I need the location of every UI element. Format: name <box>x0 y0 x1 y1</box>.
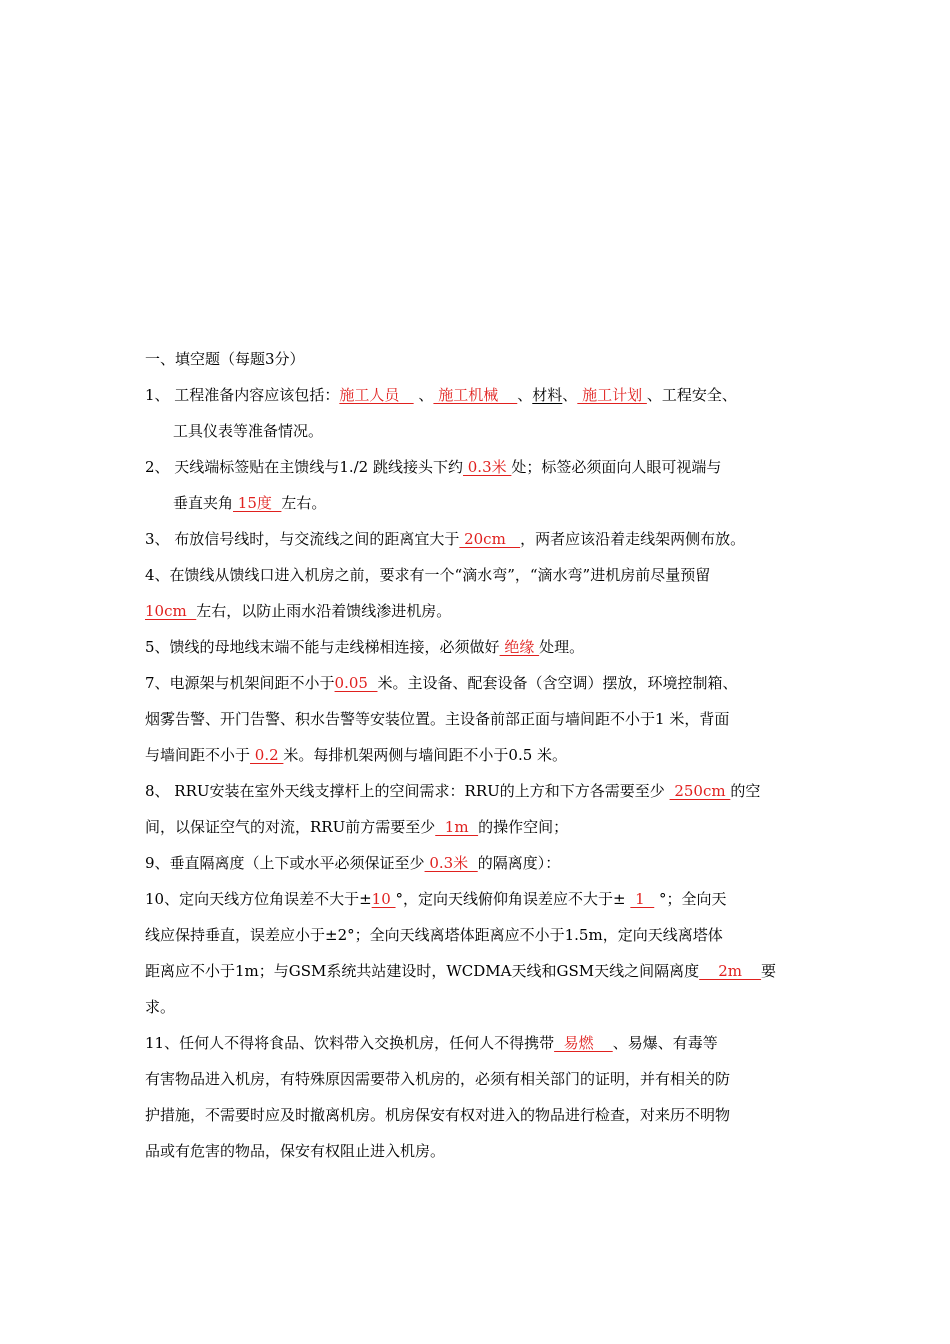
question-3: 3、 布放信号线时，与交流线之间的距离宜大于 20cm ，两者应该沿着走线架两侧布放。 <box>145 530 746 548</box>
answer-blank: 施工人员 <box>339 386 414 404</box>
question-10-line-1: 10、定向天线方位角误差不大于±10 °，定向天线俯仰角误差应不大于± 1 °；全向天 <box>145 890 727 908</box>
question-11-line-1: 11、任何人不得将食品、饮料带入交换机房，任何人不得携带 易燃 、易爆、有毒等 <box>145 1034 718 1052</box>
answer-blank: 1 <box>630 890 655 908</box>
question-1-line-1: 1、 工程准备内容应该包括：施工人员 、 施工机械 、材料、 施工计划 、工程安全、 <box>145 386 737 404</box>
question-9: 9、垂直隔离度（上下或水平必须保证至少 0.3米 的隔离度）： <box>145 854 561 872</box>
answer-blank: 10cm <box>145 602 197 620</box>
answer-blank: 0.3米 <box>424 854 478 872</box>
answer-blank: 20cm <box>459 530 521 548</box>
answer-blank: 易燃 <box>554 1034 613 1052</box>
question-11-line-2: 有害物品进入机房，有特殊原因需要带入机房的，必须有相关部门的证明，并有相关的防 <box>145 1070 731 1088</box>
question-5: 5、馈线的母地线末端不能与走线梯相连接，必须做好 绝缘 处理。 <box>145 638 585 656</box>
answer-blank: 绝缘 <box>499 638 540 656</box>
answer-blank: 1m <box>435 818 479 836</box>
answer-blank: 250cm <box>669 782 731 800</box>
answer-blank: 2m <box>699 962 762 980</box>
answer-blank: 施工机械 <box>433 386 518 404</box>
question-1-line-2: 工具仪表等准备情况。 <box>173 422 324 440</box>
answer-blank: 施工计划 <box>577 386 647 404</box>
question-10-line-3: 距离应不小于1m；与GSM系统共站建设时，WCDMA天线和GSM天线之间隔离度 2m 要 <box>145 962 777 980</box>
question-4-line-2: 10cm 左右，以防止雨水沿着馈线渗进机房。 <box>145 602 452 620</box>
answer-blank: 15度 <box>233 494 282 512</box>
question-7-line-1: 7、电源架与机架间距不小于0.05 米。主设备、配套设备（含空调）摆放，环境控制箱、 <box>145 674 738 692</box>
question-4-line-1: 4、在馈线从馈线口进入机房之前，要求有一个“滴水弯”，“滴水弯”进机房前尽量预留 <box>145 566 711 584</box>
question-2-line-1: 2、 天线端标签贴在主馈线与1./2 跳线接头下约 0.3米 处；标签必须面向人眼可视端与 <box>145 458 722 476</box>
question-8-line-2: 间，以保证空气的对流，RRU前方需要至少 1m 的操作空间； <box>145 818 569 836</box>
question-2-line-2: 垂直夹角 15度 左右。 <box>173 494 327 512</box>
fill-in-blank-section <box>145 347 810 1175</box>
answer-blank: 10 <box>371 890 396 908</box>
question-7-line-2: 烟雾告警、开门告警、积水告警等安装位置。主设备前部正面与墙间距不小于1 米，背面 <box>145 710 730 728</box>
question-10-line-2: 线应保持垂直，误差应小于±2°；全向天线离塔体距离应不小于1.5m，定向天线离塔体 <box>145 926 723 944</box>
question-8-line-1: 8、 RRU安装在室外天线支撑杆上的空间需求：RRU的上方和下方各需要至少 250cm 的空 <box>145 782 761 800</box>
question-11-line-3: 护措施，不需要时应及时撤离机房。机房保安有权对进入的物品进行检查，对来历不明物 <box>145 1106 731 1124</box>
section-title: 一、填空题（每题3分） <box>145 350 305 368</box>
question-11-line-4: 品或有危害的物品，保安有权阻止进入机房。 <box>145 1142 446 1160</box>
answer-blank: 0.2 <box>250 746 284 764</box>
answer-blank: 0.05 <box>334 674 378 692</box>
underlined-text: 材料 <box>532 386 563 404</box>
answer-blank: 0.3米 <box>463 458 512 476</box>
question-7-line-3: 与墙间距不小于 0.2 米。每排机架两侧与墙间距不小于0.5 米。 <box>145 746 568 764</box>
question-10-line-4: 求。 <box>145 998 176 1016</box>
